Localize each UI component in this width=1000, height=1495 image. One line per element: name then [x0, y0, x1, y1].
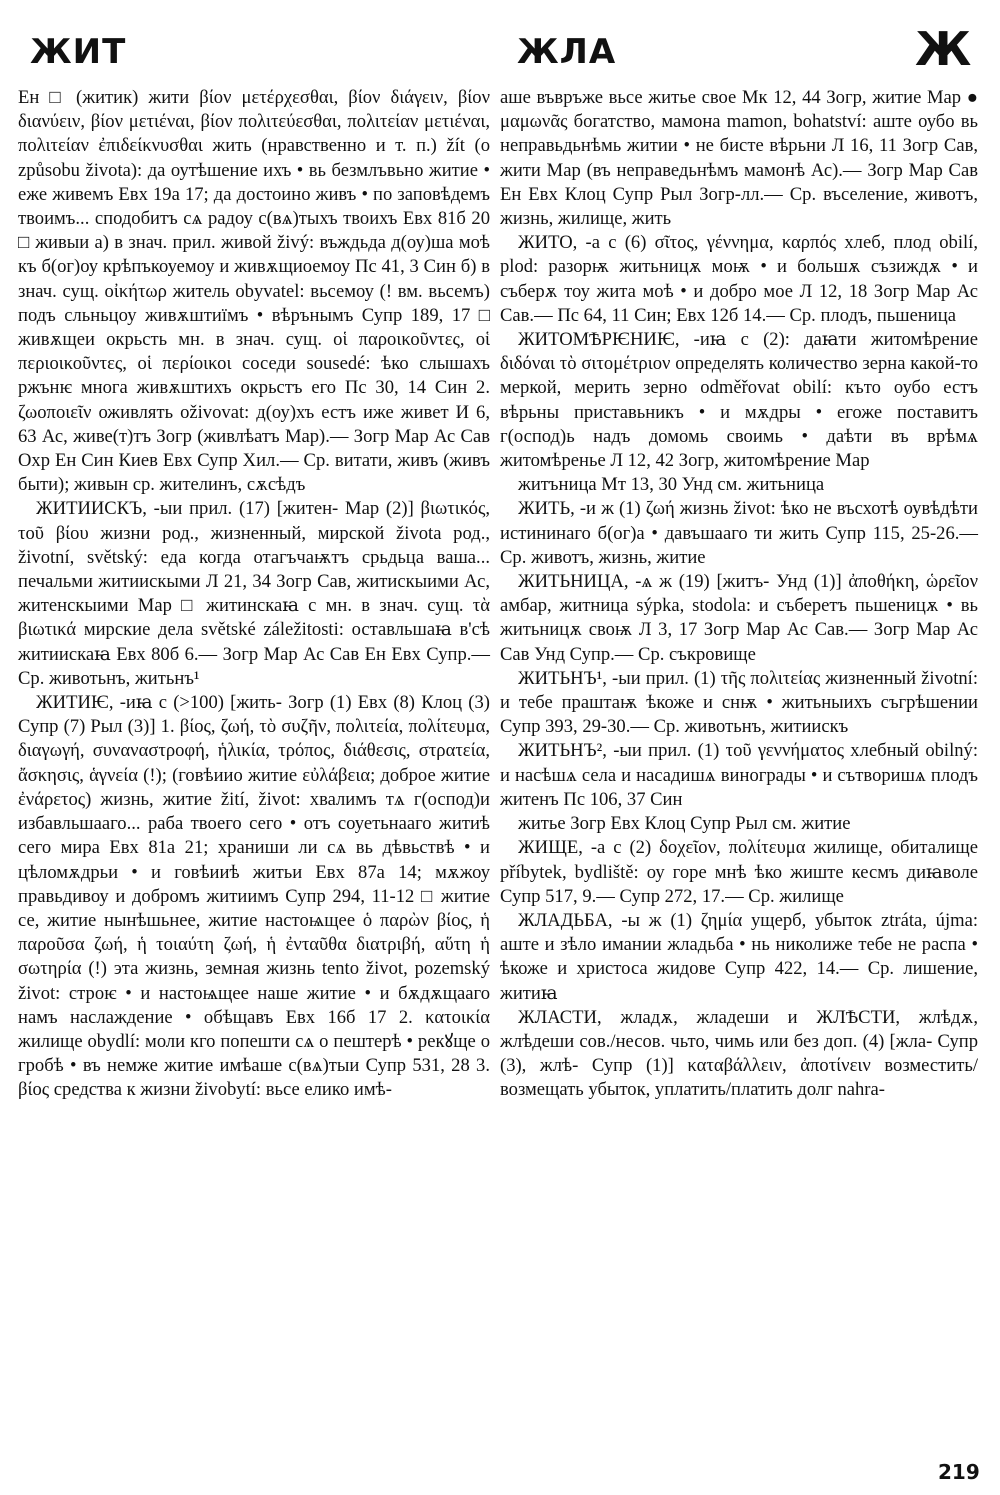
- cross-reference: житъница Мт 13, 30 Унд см. житьница: [518, 474, 825, 496]
- dictionary-entry: ЖЛАСТИ, жладѫ, жладеши и ЖЛѢСТИ, жлѣдѫ, жлѣдеши сов./несов. чьто, чимь или без доп. (4) [жла- Супр (3), жлѣ- Супр (1)] καταβάλλειν, ἀποτίνειν возместить/возмещать убыток, уплатить/платить долг nahra-: [500, 1006, 978, 1101]
- dictionary-entry: ЖИТЬНИЦА, -ѧ ж (19) [житъ- Унд (1)] ἀποθήκη, ὡρεῖον амбар, житница sýpka, stodola: и съберетъ пьшеницѫ • вь житьницѫ своѭ Л 3, 17 Зогр Мар Ас Сав.— Зогр Мар Ас Сав Унд Супр.— Ср. съкровище: [500, 571, 978, 665]
- dictionary-entry: ЖИТОМѢРѤНИѤ, -иꙗ с (2): даꙗти житомѣрение διδόναι τὸ σιτομέτριον определять количество зерна какой-то меркой, мерить зерно odměřovat obilí: къто оубо естъ вѣрьны приставьникъ • и мѫдры • егоже поставитъ г(оспод)ь надъ домомь своимь • даѣти въ врѣмѧ житомѣренье Л 12, 42 Зогр, житомѣрение Мар: [500, 329, 978, 472]
- running-header: [0, 18, 1000, 78]
- left-column: [18, 86, 490, 1103]
- right-column: [500, 86, 978, 1103]
- dictionary-entry: ЖИЩЕ, -а с (2) δοχεῖον, πολίτευμα жилище, обиталище příbytek, bydliště: оу горе мнѣ ѣко жиште кесмъ диꙗволе Супр 517, 9.— Супр 272, 17.— Ср. жилище: [500, 837, 978, 907]
- dictionary-entry: ЖИТЬ, -и ж (1) ζωή жизнь život: ѣко не въсхотѣ оувѣдѣти истининаго б(ог)а • давъшааго ти жить Супр 115, 25-26.— Ср. животъ, жизнь, житие: [500, 498, 978, 568]
- dictionary-entry: ЖИТИѤ, -иꙗ с (>100) [жить- Зогр (1) Евх (8) Клоц (3) Супр (7) Рыл (3)] 1. βίος, ζωή, τὸ συζῆν, πολιτεία, πολίτευμα, διαγωγή, συναναστροφή, ἡλικία, τρόπος, διάθεσις, στρατεία, ἄσκησις, ἁγνεία (!); (говѣиио житие εὐλάβεια; доброе житие ἐνάρετος) жизнь, житие žití, život: хвалимъ тѧ г(оспод)и избавльшааго... раба твоего сего • отъ соуетьнааго житиѣ сего мира Евх 81а 21; храниши ли сѧ вь дѣвьствѣ • и цѣломѫдрьи • и говѣииѣ житьи Евх 87а 14; мѫжоу правьдивоу и добромъ житиимъ Супр 294, 11-12 □ житие се, житие нынѣшьнее, житие настоѩщее ὁ παρὼν βίος, ἡ παροῦσα ζωή, ἡ τοιαύτη ζωή, ἡ ἐνταῦθα διατριβή, αὕτη ἡ σωτηρία (!) эта жизнь, земная жизнь tento život, pozemský život: строѥ • и настоѩщее наше житие • и бѫдѫщааго намъ наслаждение • обѣщавъ Евх 16б 17 2. κατοικία жилище obydlí: моли кго попешти сѧ о пештерѣ • рекꙋще о гробѣ • въ немже житие имѣаше с(вѧ)тыи Супр 531, 28 3. βίος средства к жизни živobytí: вьсе елико имѣ-: [18, 692, 490, 1101]
- entry-continuation: аше въвръже вьсе житье свое Мк 12, 44 Зогр, житие Мар ● μαμωνᾶς богатство, мамона mamon, bohatství: аште оубо вь неправьдьнѣмь житии • не бисте вѣрьни Л 16, 11 Зогр Сав, жити Мар (въ неправедьнѣмъ мамонѣ Ас).— Зогр Мар Сав Ен Евх Клоц Супр Рыл Зогр-лл.— Ср. въселение, животъ, жизнь, жилище, жить: [500, 87, 978, 230]
- dictionary-entry: ЖИТЬНЪ², -ыи прил. (1) τοῦ γεννήματος хлебный obilný: и насѣшѧ села и насадишѧ винограды • и сътворишѧ плодъ житенъ Пс 106, 37 Син: [500, 740, 978, 810]
- cross-reference: житье Зогр Евх Клоц Супр Рыл см. житие: [518, 813, 851, 835]
- dictionary-entry: ЖЛАДЬБА, -ы ж (1) ζημία ущерб, убыток ztráta, újma: аште и зѣло имании жладьба • нь николиже тебе не распа • ѣкоже и христоса жидове Супр 422, 14.— Ср. лишение, житиꙗ: [500, 909, 978, 1004]
- entry-continuation: Ен □ (житик) жити βίον μετέρχεσθαι, βίον διάγειν, βίον διανύειν, βίον μετιέναι, βίον πολιτεύεσθαι, πολιτείαν μετιέναι, πολιτείαν ἐπιδείκνυσθαι жить (нравственно и т. п.) žít (o způsobu života): да оутѣшение ихъ • вь безмлъвьно житие • еже живемъ Евх 19а 17; да достоино живъ • по заповѣдемъ твоимъ... сподобитъ сѧ радоу с(вѧ)тыхъ твоихъ Евх 81б 20 □ живыи а) в знач. прил. живой živý: въждьда д(оу)ша моѣ къ б(ог)оу крѣпъкоуемоу и живѫщиоемоу Пс 41, 3 Син б) в знач. сущ. οἰκήτωρ житель obyvatel: вьсемоу (! вм. вьсемъ) подъ сльньцоу живѫштиїмъ • вѣрънымъ Супр 189, 17 □ живѫщеи окрьсть мн. в знач. сущ. οἱ παροικοῦντες, οἱ περιοικοῦντες, οἱ περίοικοι соседи sousedé: ѣко слышахъ ржънѥ многа живѫштихъ окрьстъ его Пс 30, 14 Син 2. ζωοποιεῖν оживлять oživovat: д(оу)хъ естъ иже живет И 6, 63 Ас, живе(т)тъ Зогр (живлѣатъ Мар).— Зогр Мар Ас Сав Охр Ен Син Киев Евх Супр Хил.— Ср. витати, живъ (живъ быти); живын ср. жителинъ, сѫсѣдъ: [18, 87, 490, 496]
- page-number: 219: [938, 1460, 980, 1484]
- left-running-headword: ЖИТ: [30, 32, 127, 72]
- center-running-headword: ЖЛА: [517, 32, 617, 72]
- dictionary-entry: ЖИТИИСКЪ, -ыи прил. (17) [житен- Мар (2)] βιωτικός, τοῦ βίου жизни род., жизненный, мирской života род., životní, světský: еда когда отагъчаѭтъ срьдьца ваша... печальми житиискыми Л 21, 34 Зогр Сав, житискыими Ас, житенскыими Мар □ житинскаꙗ с мн. в знач. сущ. τὰ βιωτικά мирские дела světské záležitosti: оставльшаꙗ в'сѣ житиискаꙗ Евх 80б 6.— Зогр Мар Ас Сав Ен Евх Супр.— Ср. животьнъ, житьнъ¹: [18, 498, 490, 689]
- dictionary-entry: ЖИТЬНЪ¹, -ыи прил. (1) τῆς πολιτείας жизненный životní: и тебе праштаѭ ѣкоже и снѭ • житьныихъ съгрѣшении Супр 393, 29-30.— Ср. животьнъ, житиискъ: [500, 667, 978, 738]
- dictionary-entry: ЖИТО, -а с (6) σῖτος, γέννημα, καρπός хлеб, плод obilí, plod: разорѭ житьницѫ моѭ • и большѫ съзиждѫ • и съберѫ тоу жита моѣ • и добро мое Л 12, 18 Зогр Мар Ас Сав.— Пс 64, 11 Син; Евх 12б 14.— Ср. плодъ, пьшеница: [500, 232, 978, 326]
- section-letter: Ж: [915, 22, 973, 76]
